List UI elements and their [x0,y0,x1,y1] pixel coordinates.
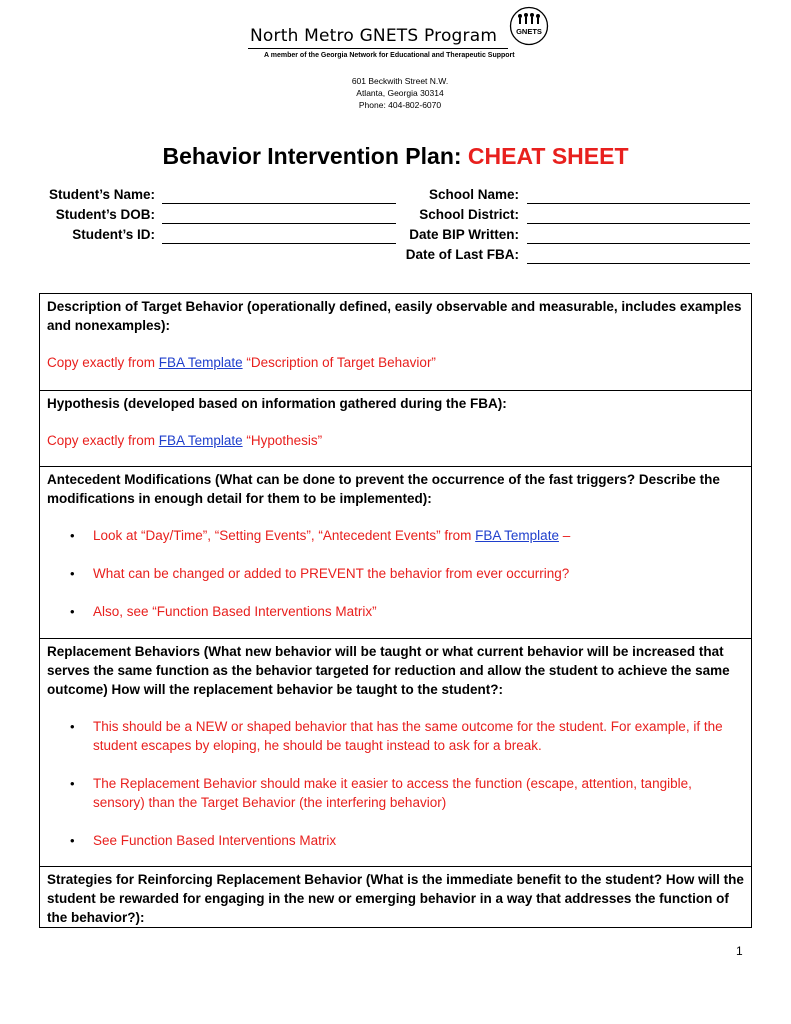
address-line-1: 601 Beckwith Street N.W. [351,76,449,86]
list-item [47,774,744,812]
student-name-label: Student’s Name: [48,187,155,202]
hypothesis-pre: Copy exactly from [47,433,159,448]
bullet-icon: • [70,719,75,734]
antecedent-b2: What can be changed or added to PREVENT the behavior from ever occurring? [93,566,570,581]
bullet-icon: • [70,528,75,543]
antecedent-b1-post: – [558,528,571,543]
antecedent-list [47,526,744,621]
bullet-icon: • [70,566,75,581]
list-item [47,602,744,621]
target-pre: Copy exactly from [47,355,159,370]
school-district-line[interactable] [527,223,750,224]
section-antecedent [40,467,751,639]
student-id-line[interactable] [162,243,396,244]
student-id-label: Student’s ID: [72,227,155,242]
replacement-b3: See Function Based Interventions Matrix [93,833,337,848]
target-heading: Description of Target Behavior (operationally defined, easily observable and measurable, includes examples and nonexamples): [47,299,742,333]
hypothesis-instruction [47,431,744,450]
fba-template-link[interactable]: FBA Template [475,528,559,543]
fba-template-link[interactable]: FBA Template [158,355,243,370]
gnets-logo [509,6,549,46]
date-bip-label: Date BIP Written: [409,227,519,242]
date-fba-line[interactable] [527,263,750,264]
phone-line: Phone: 404-802-6070 [358,100,442,110]
target-post: “Description of Target Behavior” [242,355,436,370]
page-title [0,143,791,170]
title-prefix: Behavior Intervention Plan: [162,143,462,169]
replacement-b1: This should be a NEW or shaped behavior that has the same outcome for the student. For example, if the student escapes by eloping, he should be taught instead to ask for a break. [93,719,723,753]
hypothesis-heading: Hypothesis (developed based on information gathered during the FBA): [47,396,507,411]
list-item [47,831,744,850]
strategies-heading: Strategies for Reinforcing Replacement Behavior (What is the immediate benefit to the student? How will the student be rewarded for engaging in the new or emerging behavior in a way that addresses the function of the behavior?): [47,872,744,925]
antecedent-b3: Also, see “Function Based Interventions Matrix” [93,604,377,619]
plan-table [39,293,752,928]
bullet-icon: • [70,604,75,619]
list-item [47,564,744,583]
title-highlight: CHEAT SHEET [467,143,629,169]
target-instruction [47,353,744,372]
antecedent-heading: Antecedent Modifications (What can be done to prevent the occurrence of the fast triggers? Describe the modifications in enough detail for them to be implemented): [47,472,720,506]
address-line-2: Atlanta, Georgia 30314 [356,88,444,98]
section-hypothesis [40,391,751,467]
program-name-underline [248,48,508,49]
antecedent-b1-pre: Look at “Day/Time”, “Setting Events”, “Antecedent Events” from [93,528,476,543]
student-dob-label: Student’s DOB: [55,207,155,222]
replacement-heading: Replacement Behaviors (What new behavior will be taught or what current behavior will be increased that serves the same function as the behavior targeted for reduction and allow the student to achieve the same outcome) How will the replacement behavior be taught to the student?: [47,644,730,697]
date-bip-line[interactable] [527,243,750,244]
program-name: North Metro GNETS Program [250,26,498,46]
bullet-icon: • [70,776,75,791]
school-district-label: School District: [419,207,519,222]
section-replacement [40,639,751,867]
section-strategies [40,867,751,927]
date-fba-label: Date of Last FBA: [405,247,519,262]
school-name-line[interactable] [527,203,750,204]
replacement-b2: The Replacement Behavior should make it easier to access the function (escape, attention, tangible, sensory) than the Target Behavior (the interfering behavior) [93,776,692,810]
page-number: 1 [736,944,743,958]
replacement-list [47,717,744,850]
section-target-behavior [40,294,751,391]
list-item [47,526,744,545]
student-dob-line[interactable] [162,223,396,224]
hypothesis-post: “Hypothesis” [242,433,323,448]
list-item [47,717,744,755]
student-name-line[interactable] [162,203,396,204]
member-line: A member of the Georgia Network for Educational and Therapeutic Support [264,52,515,59]
fba-template-link[interactable]: FBA Template [158,433,243,448]
logo-text: GNETS [516,27,542,36]
bullet-icon: • [70,833,75,848]
school-name-label: School Name: [428,187,519,202]
